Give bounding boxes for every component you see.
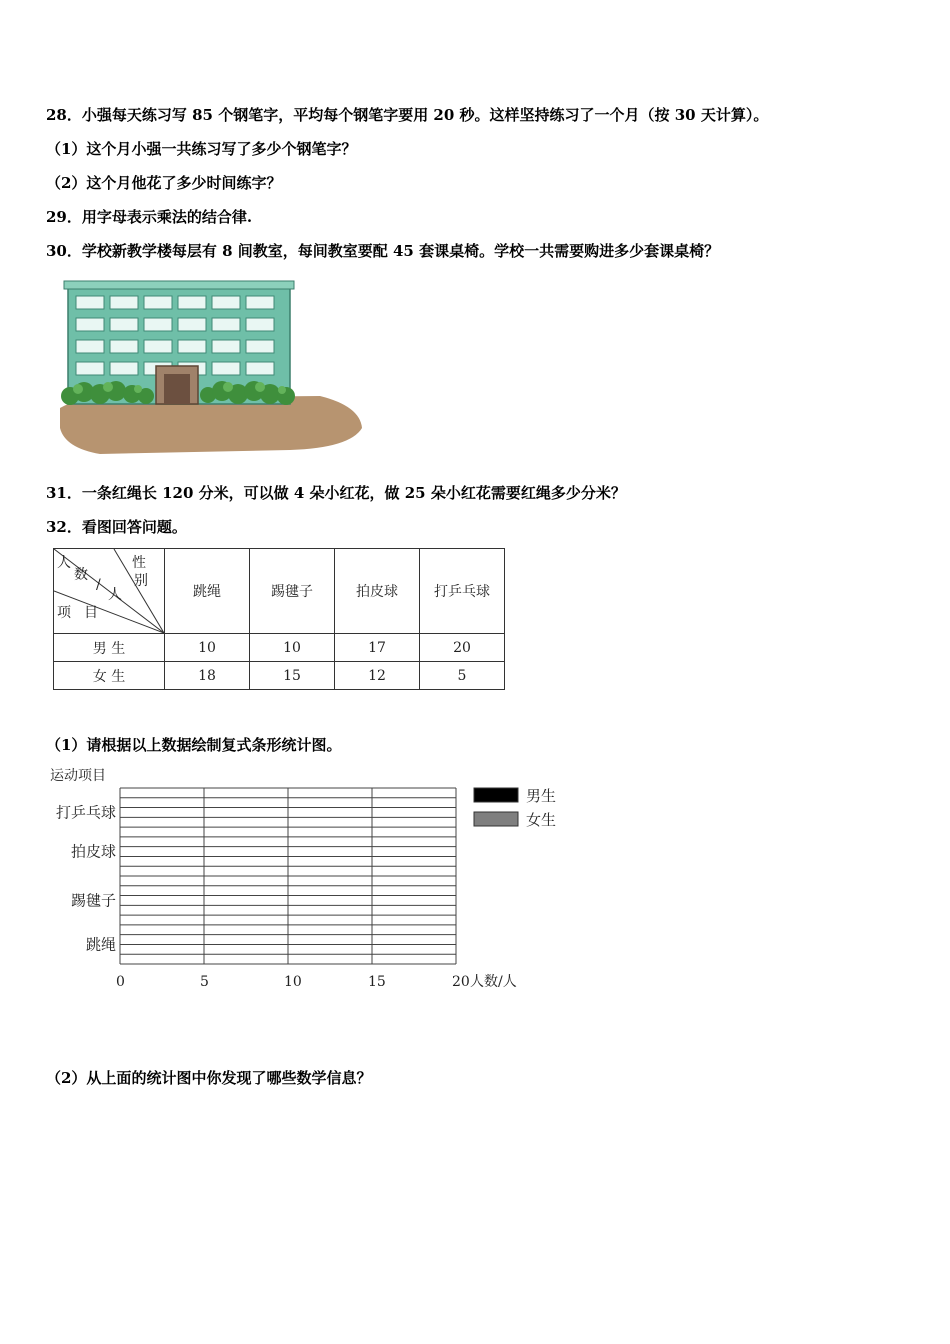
corner-slash: / xyxy=(96,577,101,593)
x-tick-label: 5 xyxy=(200,974,209,990)
x-axis-title: 人数/人 xyxy=(470,974,517,990)
table-cell: 12 xyxy=(335,662,420,690)
corner-bie: 别 xyxy=(134,573,148,589)
question-30: 30．学校新教学楼每层有 8 间教室，每间教室要配 45 套课桌椅。学校一共需要购进多少套课桌椅？ xyxy=(46,242,720,260)
legend-label: 男生 xyxy=(526,787,557,805)
chart-grid xyxy=(120,788,456,964)
corner-xiang: 项 xyxy=(57,605,71,621)
table-row xyxy=(54,662,505,690)
category-label: 拍皮球 xyxy=(70,842,116,861)
question-28: 28．小强每天练习写 85 个钢笔字，平均每个钢笔字要用 20 秒。这样坚持练习了一个月（按 30 天计算）。 xyxy=(46,106,769,124)
table-header-2: 拍皮球 xyxy=(335,549,420,634)
question-32-part-2: （2）从上面的统计图中你发现了哪些数学信息？ xyxy=(46,1069,372,1087)
x-tick-label: 15 xyxy=(368,974,386,990)
corner-ren: 人 xyxy=(57,555,71,571)
x-tick-labels xyxy=(116,974,470,990)
table-cell: 10 xyxy=(250,634,335,662)
category-label: 踢毽子 xyxy=(70,891,116,910)
category-label: 跳绳 xyxy=(85,935,116,954)
question-29: 29．用字母表示乘法的结合律. xyxy=(46,208,253,226)
school-building-image xyxy=(60,278,365,456)
table-cell: 5 xyxy=(420,662,505,690)
survey-table xyxy=(53,548,505,690)
corner-shu: 数 xyxy=(74,567,88,583)
row-label-boys: 男 生 xyxy=(54,634,165,662)
category-labels xyxy=(56,803,116,953)
table-cell: 17 xyxy=(335,634,420,662)
table-corner-cell xyxy=(54,549,165,634)
blank-bar-chart xyxy=(40,760,580,1000)
row-label-girls: 女 生 xyxy=(54,662,165,690)
question-28-part-1: （1）这个月小强一共练习写了多少个钢笔字？ xyxy=(46,140,357,158)
corner-mu: 目 xyxy=(84,605,98,621)
legend-swatch xyxy=(474,812,518,826)
legend-label: 女生 xyxy=(526,811,557,829)
table-header-0: 跳绳 xyxy=(165,549,250,634)
chart-legend xyxy=(474,787,556,829)
question-32-part-1: （1）请根据以上数据绘制复式条形统计图。 xyxy=(46,736,342,754)
table-cell: 10 xyxy=(165,634,250,662)
x-tick-label: 10 xyxy=(284,974,302,990)
table-cell: 15 xyxy=(250,662,335,690)
question-28-part-2: （2）这个月他花了多少时间练字？ xyxy=(46,174,282,192)
y-axis-title: 运动项目 xyxy=(50,768,106,784)
question-32: 32．看图回答问题。 xyxy=(46,518,187,536)
table-header-1: 踢毽子 xyxy=(250,549,335,634)
table-cell: 20 xyxy=(420,634,505,662)
legend-swatch xyxy=(474,788,518,802)
corner-xing: 性 xyxy=(132,555,146,571)
corner-ren2: 人 xyxy=(108,587,122,603)
table-header-3: 打乒乓球 xyxy=(420,549,505,634)
x-tick-label: 0 xyxy=(116,974,125,990)
table-cell: 18 xyxy=(165,662,250,690)
question-31: 31．一条红绳长 120 分米，可以做 4 朵小红花，做 25 朵小红花需要红绳多少分米？ xyxy=(46,484,626,502)
x-tick-label: 20 xyxy=(452,974,470,990)
table-row xyxy=(54,634,505,662)
category-label: 打乒乓球 xyxy=(55,803,116,822)
